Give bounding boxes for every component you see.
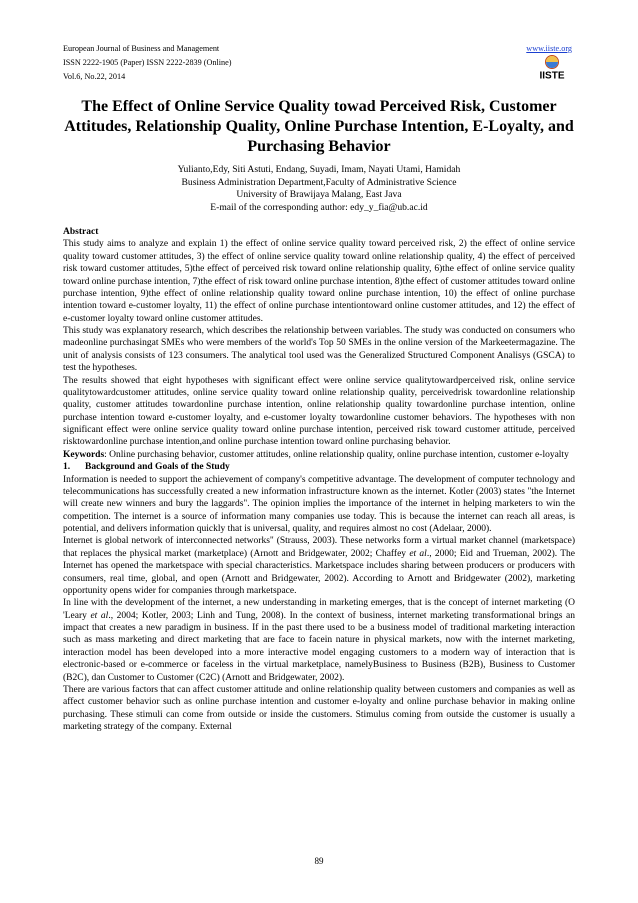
journal-name: European Journal of Business and Management	[63, 44, 220, 53]
keywords-text: : Online purchasing behavior, customer attitudes, online relationship quality, online purchase intention, customer e-loyalty	[104, 449, 569, 460]
body-text	[63, 226, 575, 733]
body-paragraph: Internet is global network of interconnected networks" (Strauss, 2003). These networks form a virtual market channel (marketspace) that replaces the physical market (marketplace) (Arnott and Bridgewater, 2002; Chaffey et al., 2000; Eid and Trueman, 2002). The Internet has opened the marketspace with special characteristics. Marketspace includes sharing between producers or producers with consumers, real time, global, and open (Arnott and Bridgewater, 2002). According to Arnott and Bridgewater (2002), marketing opportunity opens wider for companies through marketspace.	[63, 536, 575, 596]
body-paragraph: There are various factors that can affect customer attitude and online relationship quality between customers and companies as well as affect customer behavior such as online purchase intention and customer e-loyalty and online purchase behavior in making online purchasing. These stimuli can come from outside or inside the customers. Stimulus coming from outside the customer is usually a marketing strategy of the company. External	[63, 684, 575, 732]
keywords-label: Keywords	[63, 449, 105, 460]
body-paragraph: Information is needed to support the achievement of company's competitive advantage. The development of computer technology and telecommunications has successfully created a new information infrastructure known as the internet. Kotler (2003) states "the Internet will create new winners and bury the laggards". The opinion implies the importance of the internet in helping marketers to win the competition. The internet is a source of information many companies use today. This is because the internet can reach all areas, is potential, and delivers information quickly that is universal, quality, and requires almost no cost (Adelaar, 2000).	[63, 474, 575, 534]
iiste-logo-icon	[532, 55, 572, 81]
corresponding-email	[63, 202, 575, 215]
logo-text: IISTE	[539, 70, 565, 81]
author-university: University of Brawijaya Malang, East Java	[236, 189, 402, 201]
abstract-paragraph: This study was explanatory research, which describes the relationship between variables. The study was conducted on consumers who madeonline purchasingat SMEs who were members of the world's Top 50 SMEs in the online version of the Markeetermagazine. The unit of analysis consists of 123 consumers. The analytical tool used was the Generalized Structured Component Analisys (GSCA) to test the hypotheses.	[63, 326, 575, 374]
abstract-heading: Abstract	[63, 227, 99, 237]
abstract-paragraph: The results showed that eight hypotheses with significant effect were online service qualitytowardperceived risk, online service qualitytowardcustomer attitudes, online service quality toward online relationship quality, perceivedrisk towardonline relationship quality, customer attitudes towardonline purchase intention, online relationship quality towardonline purchase intention, online purchase intention toward e-customer loyalty, and e-customer loyalty towardonline customer behaviors. The hypotheses with non significant effect were online service quality toward online purchase intention, perceived risk toward customer attitude, perceived risktowardonline purchase intention,and online purchase intention toward online purchasing behavior.	[63, 375, 575, 448]
author-affiliation: Business Administration Department,Faculty of Administrative Science	[181, 176, 457, 188]
paper-title: The Effect of Online Service Quality towad Perceived Risk, Customer Attitudes, Relationship Quality, Online Purchase Intention, E-Loyalty, and Purchasing Behavior	[64, 98, 574, 155]
journal-volume: Vol.6, No.22, 2014	[63, 72, 126, 81]
et-al: et al	[409, 548, 427, 559]
journal-issn: ISSN 2222-1905 (Paper) ISSN 2222-2839 (Online)	[63, 58, 232, 67]
et-al: et al	[90, 610, 109, 621]
keywords	[63, 449, 575, 461]
section-number: 1.	[63, 462, 71, 473]
email-address: : edy_y_fia@ub.ac.id	[345, 201, 428, 213]
journal-url-link[interactable]: www.iiste.org	[526, 44, 572, 53]
page-number: 89	[314, 856, 324, 866]
author-block	[63, 164, 575, 214]
section-heading	[63, 461, 575, 473]
email-label: E-mail of the corresponding author	[210, 201, 346, 213]
author-names: Yulianto,Edy, Siti Astuti, Endang, Suyadi, Imam, Nayati Utami, Hamidah	[177, 164, 461, 175]
abstract-paragraph: This study aims to analyze and explain 1) the effect of online service quality toward perceived risk, 2) the effect of online service quality toward customer attitudes, 3) the effect of online service quality toward online relationship quality, 4) the effect of perceived risk toward customer attitudes, 5)the effect of perceived risk toward online relationship quality, 6)the effect of online service quality toward online purchase intention, 7)the effect of risk toward online purchase intention, 8)the effect of customer attitudes toward online purchase intention, 9)the effect of online relationship quality toward online purchase intention, 10) the effect of online purchase intention toward e-customer loyalty, 11) the effect of online purchase intentiontoward online customer attitudes, and 12) the effect of e-customer loyalty toward online customer attitudes.	[63, 239, 575, 324]
body-paragraph: In line with the development of the internet, a new understanding in marketing emerges, that is the concept of internet marketing (O 'Leary et al., 2004; Kotler, 2003; Linh and Tung, 2008). In the context of business, internet marketing transformational brings an impact that creates a new paradigm in business. If in the past there used to be a business model of traditional marketing interaction such as mass marketing and direct marketing that are face to facein nature in physical markets, now with the internet marketing, interaction model has been developed into a more interactive model engaging customers to a modern way of interaction that is electronic-based or e-commerce or faceless in the virtual marketplace, namelyBusiness to Business (B2B), Business to Customer (B2C), dan Customer to Customer (C2C) (Arnott and Bridgewater, 2002).	[63, 598, 575, 683]
section-title: Background and Goals of the Study	[85, 462, 230, 473]
